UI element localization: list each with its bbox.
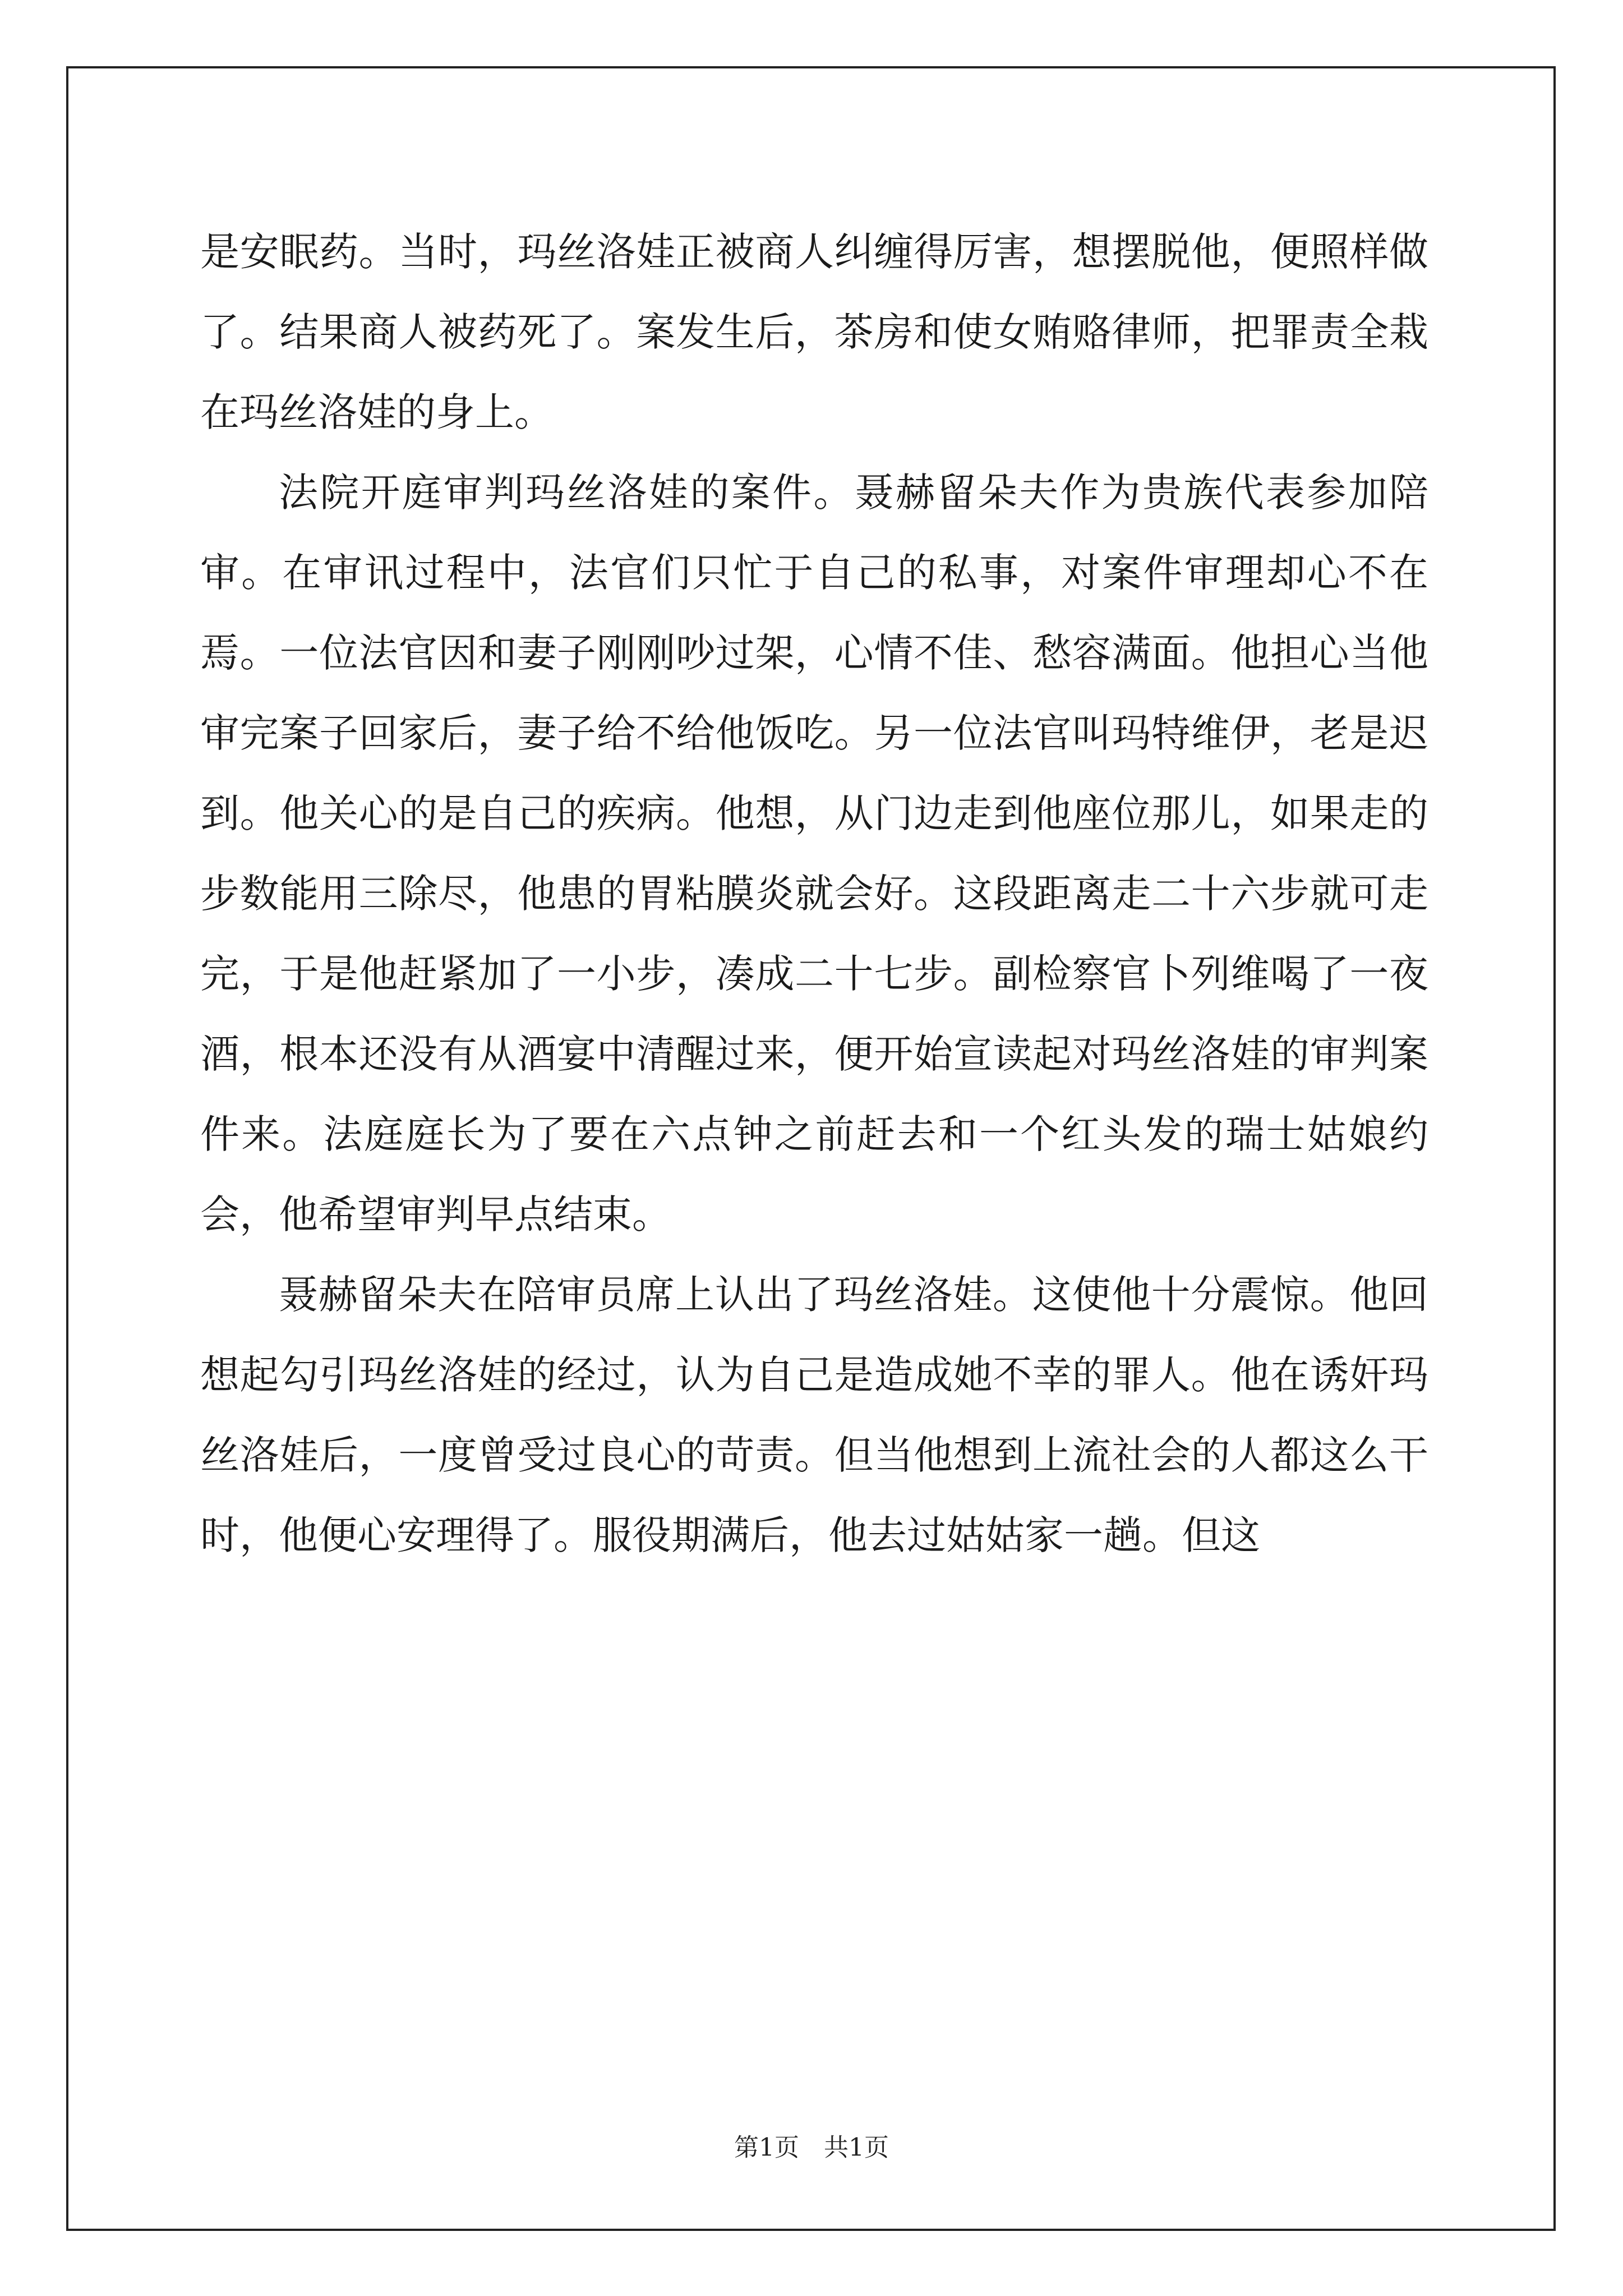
page-number-footer: 第1页 共1页 <box>734 2133 889 2162</box>
paragraph-2: 法院开庭审判玛丝洛娃的案件。聂赫留朵夫作为贵族代表参加陪审。在审讯过程中，法官们只忙于自己的私事，对案件审理却心不在焉。一位法官因和妻子刚刚吵过架，心情不佳、愁容满面。他担心当他审完案子回家后，妻子给不给他饭吃。另一位法官叫玛特维伊，老是迟到。他关心的是自己的疾病。他想，从门边走到他座位那儿，如果走的步数能用三除尽，他患的胃粘膜炎就会好。这段距离走二十六步就可走完，于是他赶紧加了一小步，凑成二十七步。副检察官卜列维喝了一夜酒，根本还没有从酒宴中清醒过来，便开始宣读起对玛丝洛娃的审判案件来。法庭庭长为了要在六点钟之前赶去和一个红头发的瑞士姑娘约会，他希望审判早点结束。 <box>200 470 1428 1237</box>
document-body <box>200 212 1428 1576</box>
paragraph-3: 聂赫留朵夫在陪审员席上认出了玛丝洛娃。这使他十分震惊。他回想起勾引玛丝洛娃的经过，认为自己是造成她不幸的罪人。他在诱奸玛丝洛娃后，一度曾受过良心的苛责。但当他想到上流社会的人都这么干时，他便心安理得了。服役期满后，他去过姑姑家一趟。但这 <box>200 1272 1428 1558</box>
paragraph-1: 是安眠药。当时，玛丝洛娃正被商人纠缠得厉害，想摆脱他，便照样做了。结果商人被药死了。案发生后，茶房和使女贿赂律师，把罪责全栽在玛丝洛娃的身上。 <box>200 229 1428 435</box>
